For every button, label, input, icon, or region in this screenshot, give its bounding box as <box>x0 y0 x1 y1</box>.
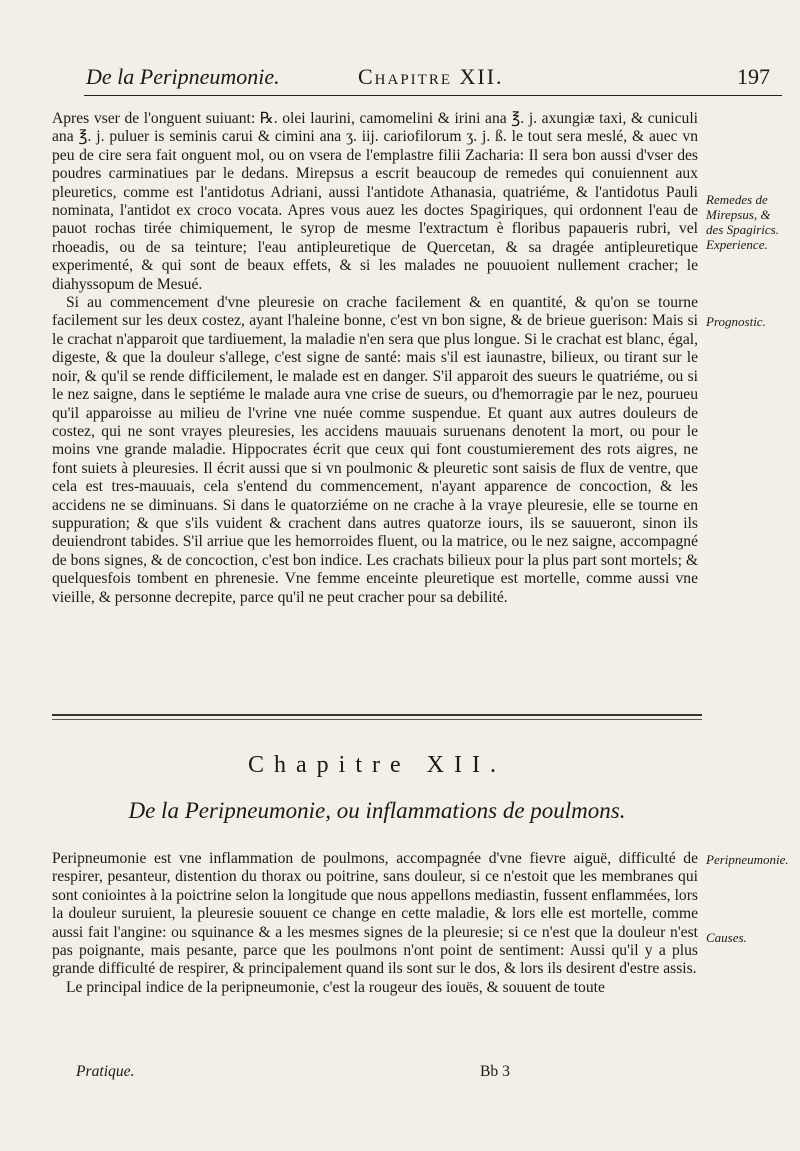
paragraph-prognostic: Si au commencement d'vne pleuresie on crache facilement & en quantité, & qu'on se tourne facilement sur les deux costez, ayant l'haleine bonne, c'est vn bon signe, & de brieue guerison: Mais si le crachat n'apparoit que tardiuement, la maladie n'en sera que plus longue. Si le crachat est blanc, égal, digeste, & que la douleur s'allege, c'est signe de santé: mais s'il est iaunastre, bilieux, ou tirant sur le noir, & qu'il se rende difficilement, le malade est en danger. S'il apparoit des sueurs le quatriéme, ou si le nez saigne, dans le septiéme le malade aura vne crise de sueurs, ou d'hemorragie par le nez, pourueu qu'il apparoisse au milieu de l'vrine vne nuée comme suspendue. Et quant aux autres douleurs de costez, qui ne sont vrayes pleuresies, les accidens mauuais suruenans denotent la mort, ou pour le moins vne grande maladie. Hippocrates écrit que ceux qui font coustumierement des rots aigres, ne font suiets à pleuresies. Il écrit aussi que si vn poulmonic & pleuretic sont saisis de flux de ventre, que cela est tres-mauuais, cela s'entend du commencement, n'ayant apparence de concoction, & les accidens ne se diminuans. Si dans le quatorziéme on ne crache à la vraye pleuresie, elle se tourne en suppuration; & que s'ils vuident & crachent dans autres quatorze iours, ils se sauueront, sinon ils deuiendront tabides. S'il arriue que les hemorroides fluent, ou la matrice, ou le nez saigne, accompagné de bons signes, & de concoction, c'est bon indice. Les crachats bilieux pour la plus part sont mortels; & quelquesfois tombent en phrenesie. Vne femme enceinte pleuretique est mortelle, comme aussi vne vieille, & personne decrepite, parce qu'il ne peut cracher pour sa debilité. <box>52 294 698 606</box>
running-head <box>48 62 782 102</box>
margin-note-remedes: Remedes de Mirepsus, & des Spagirics. Experience. <box>706 192 779 252</box>
signature-mark: Bb 3 <box>480 1063 510 1080</box>
margin-note-causes: Causes. <box>706 930 747 945</box>
text-block-lower <box>52 850 698 997</box>
paragraph-indice: Le principal indice de la peripneumonie, c'est la rougeur des iouës, & souuent de toute <box>66 978 605 996</box>
chapter-subtitle: De la Peripneumonie, ou inflammations de poulmons. <box>128 798 626 823</box>
page-number: 197 <box>737 64 770 89</box>
running-head-chapter: Chapitre XII. <box>358 64 504 89</box>
chapter-rule <box>52 714 702 716</box>
text-block-upper <box>52 110 698 607</box>
catchword-left: Pratique. <box>76 1063 135 1080</box>
paragraph-remedies: Apres vser de l'onguent suiuant: ℞. olei laurini, camomelini & irini ana ℥. j. axungiæ taxi, & cuniculi ana ℥. j. puluer is seminis carui & cimini ana ʒ. iij. cariofilorum ʒ. j. ß. le tout sera meslé, & auec vn peu de cire sera fait onguent mol, ou on vsera de l'emplastre filii Zacharia: Il sera bon aussi d'vser des poudres carminatiues par le dedans. Mirepsus a escrit beaucoup de remedes qui conuiennent aux pleuretics, comme est l'antidotus Adriani, aussi l'antidote Athanasia, quatriéme, & l'antidotus Pauli nominata, l'antidot ex croco vocata. Apres vous auez les doctes Spagiriques, qui ordonnent l'eau de pauot rochas tirée chimiquement, le syrop de mesme l'extractum è floribus papaueris rubri, vel rhoeadis, ou de sa teinture; l'eau antipleuretique de Quercetan, & sa dragée antipleuretique experimenté, & qui sont de beaux effets, & si les malades ne pouuoient nullement cracher; le diahyssopum de Mesué. <box>52 110 698 293</box>
paragraph-definition: Peripneumonie est vne inflammation de poulmons, accompagnée d'vne fievre aiguë, difficulté de respirer, pesanteur, distention du thorax ou poitrine, sans douleur, si ce n'estoit que les membranes qui sont coniointes à la poictrine selon la longitude que nous appellons mediastin, fussent enflammées, lors la douleur suruient, la pleuresie souuent ce change en cette maladie, & lors elle est mortelle, comme aussi fait l'angine: ou squinance & a les mesmes signes de la pleuresie; si ce n'est que la douleur n'est pas poignante, mais pesante, parce que les poulmons n'ont point de sentiment: Aussi qu'il y a plus grande difficulté de respirer, & principalement quand ils sont sur le dos, & lors ils desirent d'estre assis. <box>52 850 698 978</box>
running-head-title: De la Peripneumonie. <box>86 64 280 89</box>
margin-note-peripneumonie: Peripneumonie. <box>706 852 789 867</box>
header-rule <box>84 95 782 96</box>
margin-note-prognostic: Prognostic. <box>706 314 766 329</box>
chapter-title: Chapitre XII. <box>248 752 506 778</box>
chapter-rule-thin <box>52 719 702 720</box>
